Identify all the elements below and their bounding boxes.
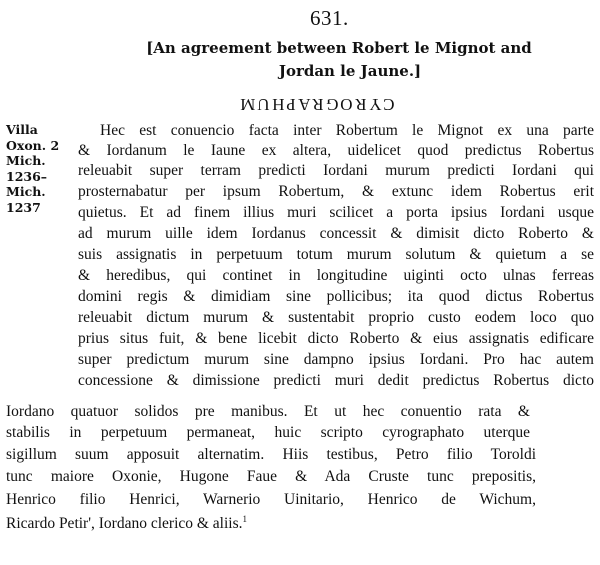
cyrographum-letter: A [295,95,311,114]
cyrographum-letter: P [284,95,296,114]
cyrographum-letter: M [238,95,256,114]
text-line: suis assignatis in perpetuum totum murum solutum & quietum a se [78,246,594,263]
cyrographum-letter: R [352,95,367,114]
text-line: tunc maiore Oxonie, Hugone Faue & Ada Cruste tunc prepositis, [6,468,536,485]
cyrographum-letter: O [338,95,353,114]
margin-note [6,122,59,215]
heading-line-1: [An agreement between Robert le Mignot and [146,39,532,57]
margin-note-line: 1236– [6,168,48,184]
text-line: quietus. Et ad finem illius muri scilicet a porta ipsius Iordani usque [78,204,594,221]
margin-note-line: 1237 [6,199,41,215]
text-line: Iordano quatuor solidos pre manibus. Et ut hec conuentio rata & [6,403,530,420]
cyrographum-letter: U [255,95,270,114]
cyrographum-letter: H [269,95,285,114]
heading-line-2: Jordan le Jaune.] [278,62,422,80]
text-line: & Iordanum le Iaune ex altera, uidelicet quod predictus Robertus [78,142,594,159]
footnote-mark: 1 [242,514,248,524]
text-line: Hec est conuencio facta inter Robertum le Mignot ex una parte [100,122,594,139]
margin-note-line: Oxon. 2 [6,137,60,153]
text-line [6,514,536,533]
text-line: Henrico filio Henrici, Warnerio Uinitario, Henrico de Wichum, [6,491,536,508]
margin-note-line: Villa [6,122,38,137]
cyrographum-letter: Y [366,95,381,114]
text-line: & heredibus, qui continet in longitudine uiginti octo ulnas ferreas [78,267,594,284]
text-line: super predictum murum sine dampno ipsius Iordani. Pro hac autem [78,351,594,368]
text-line: releuabit dictum murum & sustentabit proprio custo eodem loco quo [78,309,594,326]
cyrographum-inverted [238,94,572,114]
text-line: domini regis & dimidiam sine pollicibus; ita quod dictus Robertus [78,288,594,305]
text-line: ad murum uille idem Iordanus concessit & dimisit dicto Roberto & [78,225,594,242]
document-number: 631. [310,6,349,30]
text-line: stabilis in perpetuum permaneat, huic scripto cyrographato uterque [6,424,530,441]
text-line: concessione & dimissione predicti muri dedit predictus Robertus dicto [78,372,594,389]
text-line: releuabit super terram predicti Iordani murum predicti Iordani qui [78,162,594,179]
cyrographum-letter: R [310,95,324,114]
margin-note-line: Mich. [6,184,46,199]
text-line: sigillum suum apposuit alternatim. Hiis testibus, Petro filio Toroldi [6,446,536,463]
cyrographum-letter: C [380,95,395,114]
cyrographum-letter: G [323,95,339,114]
text-line-content: Ricardo Petir', Iordano clerico & aliis. [6,515,243,533]
text-line: prius situs fuit, & bene licebit dicto Roberto & eius assignatis edificare [78,330,594,347]
text-line: prosternabatur per ipsum Robertum, & extunc idem Robertus erit [78,183,594,200]
margin-note-line: Mich. [6,153,46,168]
